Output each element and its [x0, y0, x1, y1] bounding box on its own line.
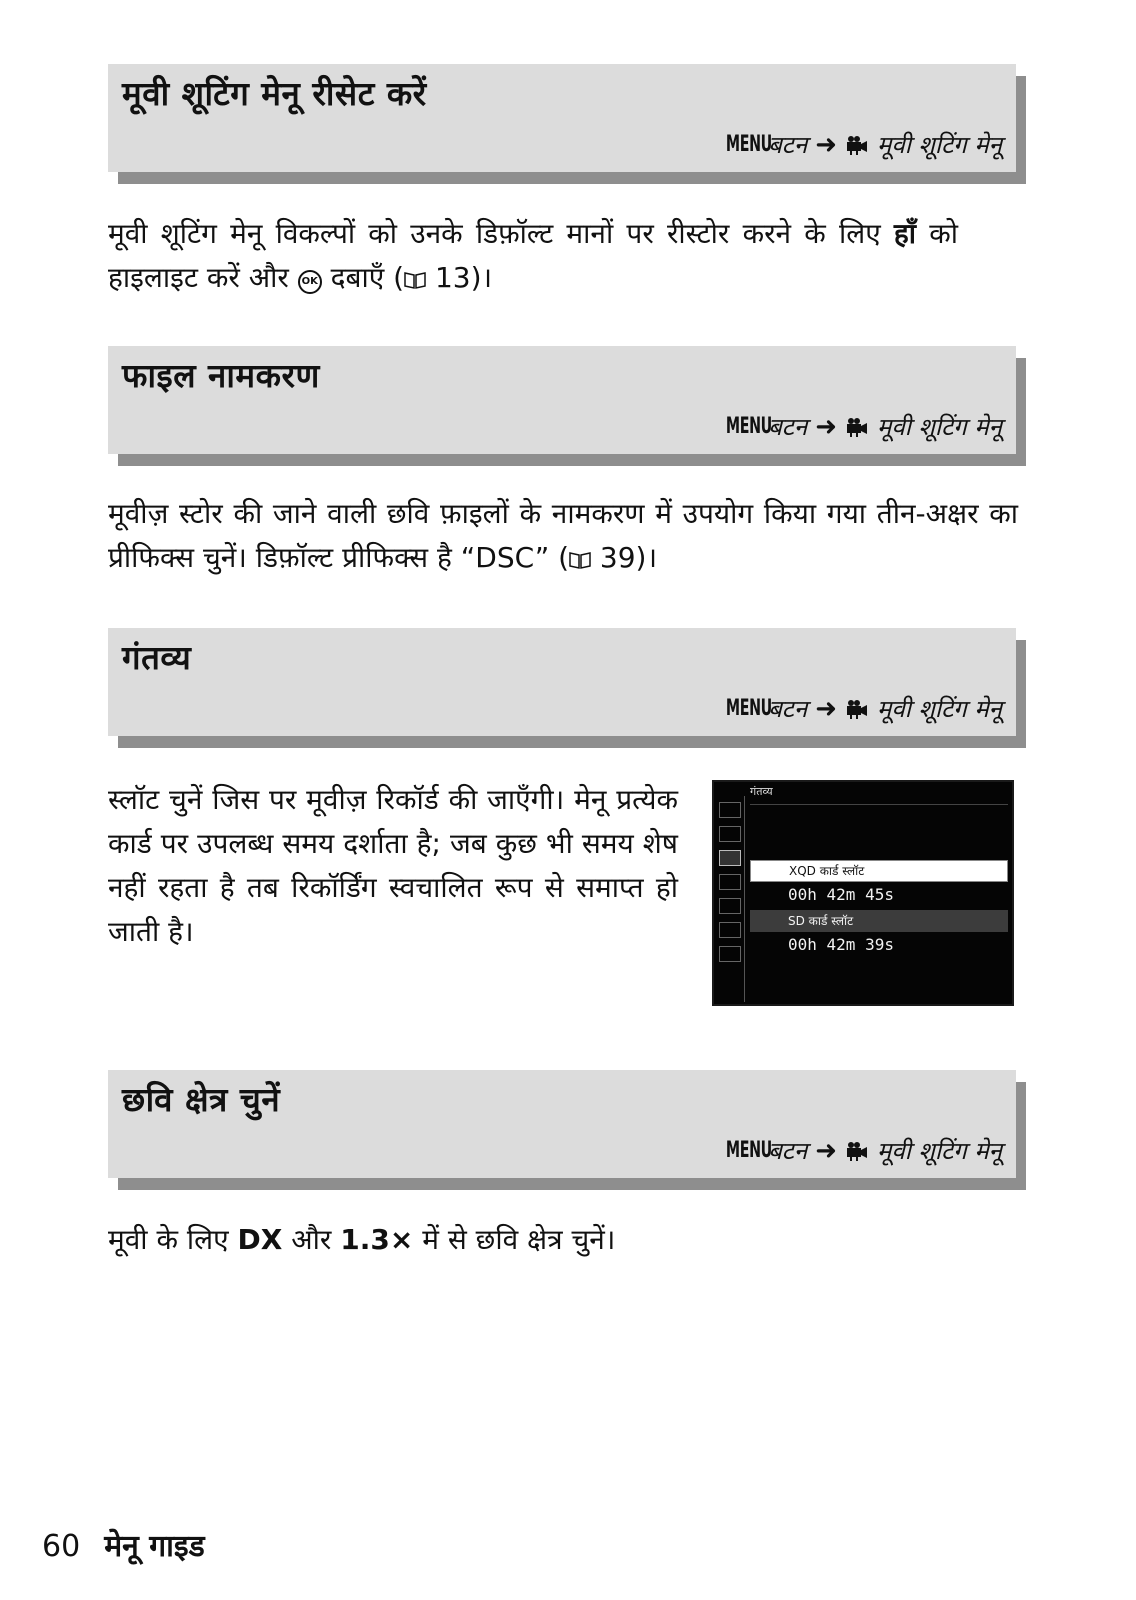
section-header	[108, 1070, 1034, 1192]
xqd-remaining-time: 00h 42m 45s	[788, 885, 894, 904]
body-text-part: मूवी के लिए	[108, 1223, 238, 1256]
movie-shooting-tab-icon	[719, 850, 741, 866]
screen-title: गंतव्य	[750, 785, 773, 798]
section-title: गंतव्य	[122, 638, 192, 677]
button-label: बटन	[768, 1137, 808, 1165]
section-image-area	[108, 1070, 1034, 1262]
body-text-bold: हाँ	[893, 217, 917, 250]
section-title: फाइल नामकरण	[122, 356, 320, 395]
footer-section-name: मेनू गाइड	[104, 1529, 205, 1564]
button-label: बटन	[768, 695, 808, 723]
movie-camera-icon	[845, 698, 869, 720]
camera-menu-screen	[712, 780, 1014, 1006]
body-text-bold: 1.3×	[340, 1223, 414, 1256]
arrow-icon: ➜	[815, 693, 837, 724]
body-text-part: मूवी शूटिंग मेनू विकल्पों को उनके डिफ़ॉल्ट मानों पर रीस्टोर करने के लिए	[108, 217, 894, 250]
section-body	[108, 1218, 1008, 1262]
book-icon	[569, 538, 591, 582]
menu-name: मूवी शूटिंग मेनू	[877, 1137, 1002, 1165]
section-header	[108, 64, 1034, 186]
body-text-part: मूवीज़ स्टोर की जाने वाली छवि फ़ाइलों के नामकरण में उपयोग किया गया तीन-अक्षर का प्रीफिक्स चुनें। डिफ़ॉल्ट प्रीफिक्स है “DSC” (	[108, 497, 1018, 574]
section-title: मूवी शूटिंग मेनू रीसेट करें	[122, 74, 427, 113]
menu-name: मूवी शूटिंग मेनू	[877, 131, 1002, 159]
menu-path	[708, 410, 1002, 443]
body-text-bold: DX	[237, 1223, 283, 1256]
retouch-tab-icon	[719, 922, 741, 938]
header-box	[108, 628, 1016, 736]
section-title: छवि क्षेत्र चुनें	[122, 1080, 281, 1119]
ok-button-icon: OK	[298, 270, 322, 294]
photo-shooting-tab-icon	[719, 826, 741, 842]
button-label: बटन	[768, 131, 808, 159]
arrow-icon: ➜	[815, 129, 837, 160]
section-body	[108, 492, 1018, 582]
screen-divider	[750, 804, 1008, 805]
book-icon	[404, 258, 426, 302]
page-reference: 39)।	[591, 541, 658, 574]
header-box	[108, 1070, 1016, 1178]
page-number: 60	[42, 1529, 81, 1564]
sd-remaining-time: 00h 42m 39s	[788, 935, 894, 954]
body-text-part: दबाएँ (	[321, 261, 405, 294]
menu-key-label: MENU	[726, 1138, 773, 1163]
setup-tab-icon	[719, 898, 741, 914]
body-text-part: में से छवि क्षेत्र चुनें।	[413, 1223, 616, 1256]
menu-key-label: MENU	[726, 414, 773, 439]
page-footer	[42, 1524, 205, 1565]
section-header	[108, 628, 1034, 750]
button-label: बटन	[768, 413, 808, 441]
body-text-part: और	[282, 1223, 341, 1256]
section-body	[108, 212, 958, 302]
header-box	[108, 64, 1016, 172]
sd-slot-option[interactable]: SD कार्ड स्लॉट	[750, 910, 1008, 932]
menu-path	[708, 128, 1002, 161]
section-header	[108, 346, 1034, 468]
movie-camera-icon	[845, 1140, 869, 1162]
xqd-slot-option[interactable]: XQD कार्ड स्लॉट	[750, 860, 1008, 882]
screen-sidebar	[716, 796, 744, 1002]
arrow-icon: ➜	[815, 1135, 837, 1166]
menu-path	[708, 692, 1002, 725]
menu-key-label: MENU	[726, 696, 773, 721]
menu-name: मूवी शूटिंग मेनू	[877, 413, 1002, 441]
menu-path	[708, 1134, 1002, 1167]
my-menu-tab-icon	[719, 946, 741, 962]
section-reset-movie-menu	[108, 64, 1034, 302]
playback-tab-icon	[719, 802, 741, 818]
header-box	[108, 346, 1016, 454]
movie-camera-icon	[845, 134, 869, 156]
section-body: स्लॉट चुनें जिस पर मूवीज़ रिकॉर्ड की जाएँगी। मेनू प्रत्येक कार्ड पर उपलब्ध समय दर्शाता है; जब कुछ भी समय शेष नहीं रहता है तब रिकॉर्डिंग स्वचालित रूप से समाप्त हो जाती है।	[108, 783, 678, 948]
sidebar-divider	[744, 796, 745, 1002]
movie-camera-icon	[845, 416, 869, 438]
body-text-part: को हाइलाइट करें और	[108, 217, 958, 294]
menu-key-label: MENU	[726, 132, 773, 157]
page-reference: 13)।	[426, 261, 493, 294]
arrow-icon: ➜	[815, 411, 837, 442]
section-file-naming	[108, 346, 1034, 582]
custom-settings-tab-icon	[719, 874, 741, 890]
menu-name: मूवी शूटिंग मेनू	[877, 695, 1002, 723]
